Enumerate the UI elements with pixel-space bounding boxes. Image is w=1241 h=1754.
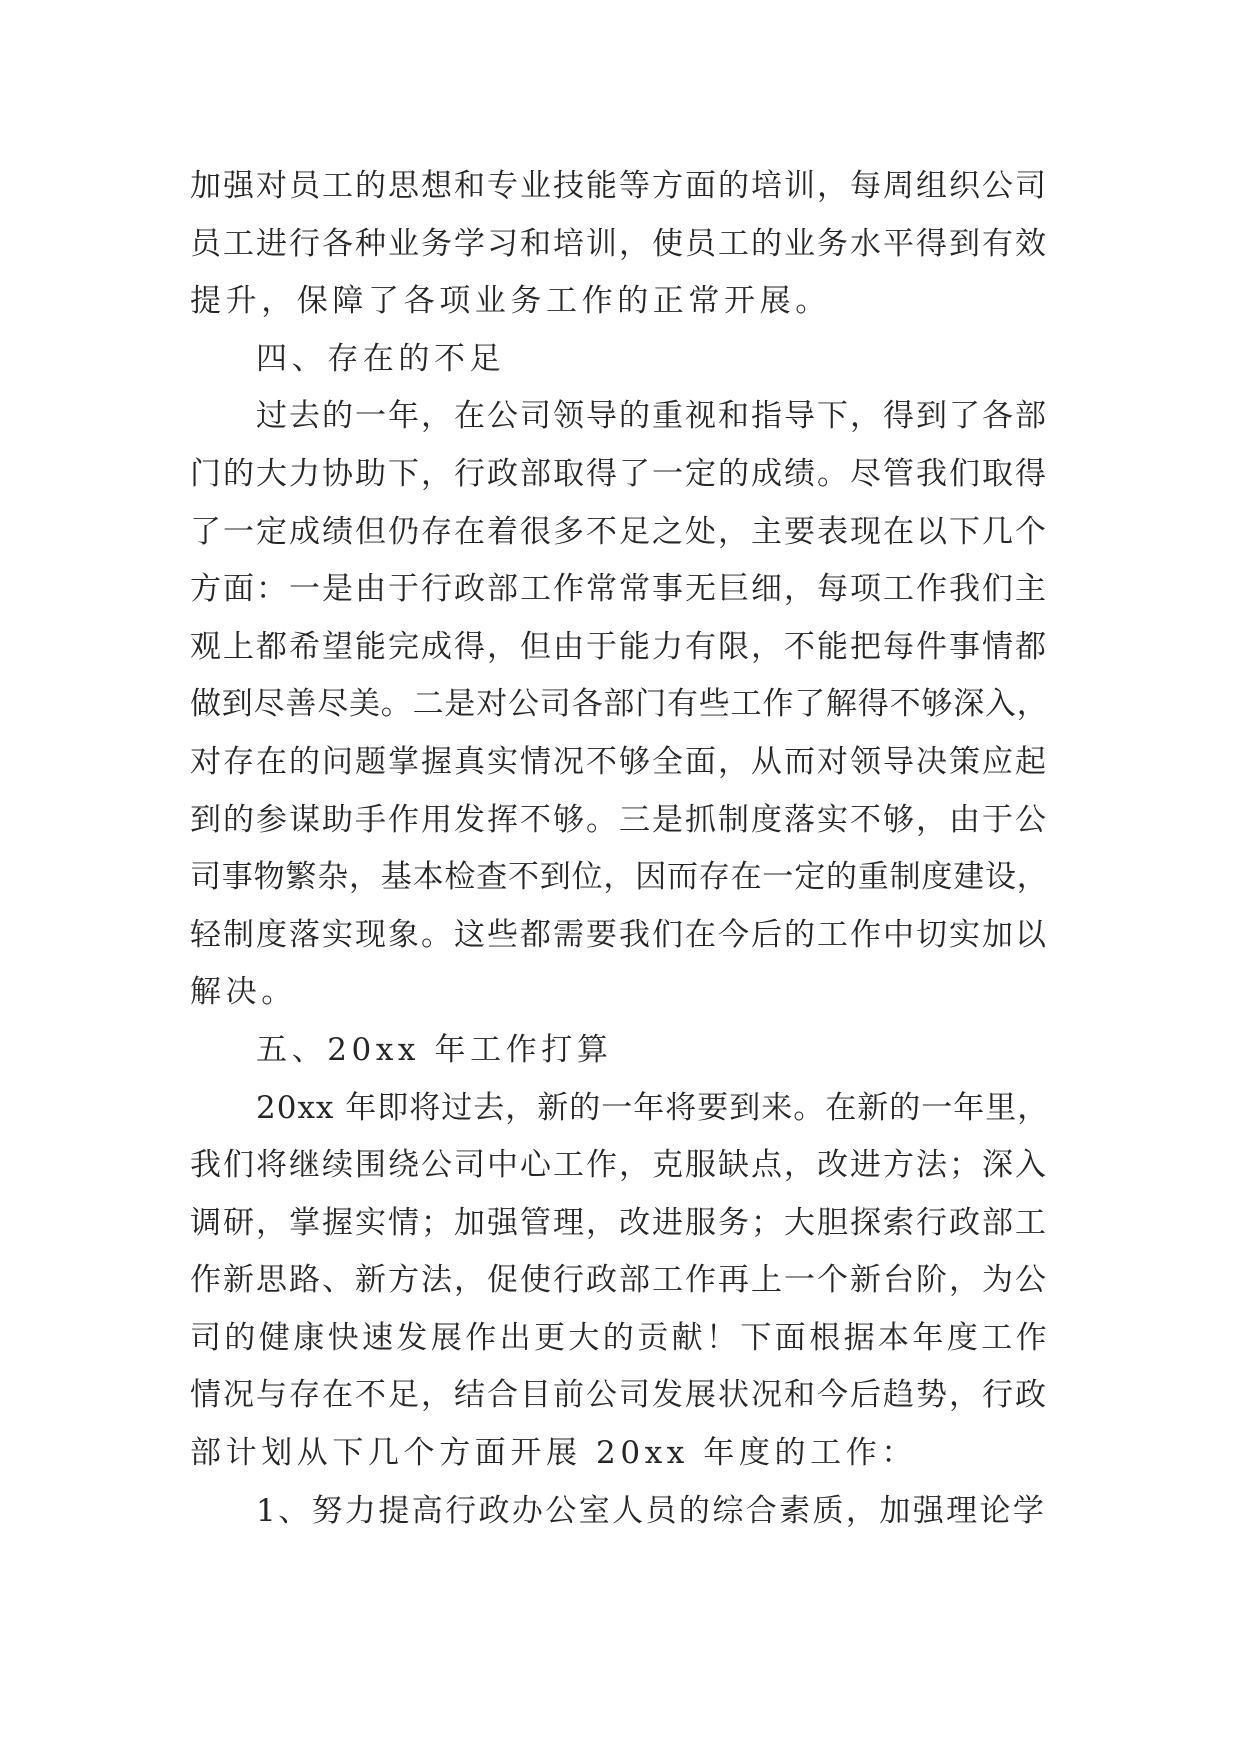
text-line: 调研，掌握实情；加强管理，改进服务；大胆探索行政部工 <box>190 1204 1048 1241</box>
text-line: 作新思路、新方法，促使行政部工作再上一个新台阶，为公 <box>190 1262 1048 1299</box>
text-line: 观上都希望能完成得，但由于能力有限，不能把每件事情都 <box>190 628 1048 665</box>
text-line: 到的参谋助手作用发挥不够。三是抓制度落实不够，由于公 <box>190 801 1048 838</box>
text-line: 部计划从下几个方面开展 20xx 年度的工作： <box>190 1435 917 1472</box>
text-line: 了一定成绩但仍存在着很多不足之处，主要表现在以下几个 <box>190 513 1048 550</box>
text-line: 司的健康快速发展作出更大的贡献！下面根据本年度工作 <box>190 1319 1050 1356</box>
text-line: 员工进行各种业务学习和培训，使员工的业务水平得到有效 <box>190 225 1048 262</box>
text-line: 我们将继续围绕公司中心工作，克服缺点，改进方法；深入 <box>190 1147 1048 1184</box>
text-line: 对存在的问题掌握真实情况不够全面，从而对领导决策应起 <box>190 743 1048 780</box>
document-body <box>190 158 1050 1540</box>
text-line: 加强对员工的思想和专业技能等方面的培训，每周组织公司 <box>190 168 1048 204</box>
section-heading-work-plan: 五、20xx 年工作打算 <box>256 1031 613 1068</box>
text-line: 门的大力协助下，行政部取得了一定的成绩。尽管我们取得 <box>190 455 1048 492</box>
list-item-1: 1、努力提高行政办公室人员的综合素质，加强理论学 <box>256 1492 1047 1529</box>
text-line: 解决。 <box>190 974 297 1011</box>
text-line: 方面：一是由于行政部工作常常事无巨细，每项工作我们主 <box>190 571 1048 608</box>
text-line: 20xx 年即将过去，新的一年将要到来。在新的一年里， <box>256 1089 1050 1126</box>
text-line: 提升，保障了各项业务工作的正常开展。 <box>190 283 831 320</box>
text-line: 轻制度落实现象。这些都需要我们在今后的工作中切实加以 <box>190 916 1048 953</box>
text-line: 过去的一年，在公司领导的重视和指导下，得到了各部 <box>256 398 1048 435</box>
text-line: 情况与存在不足，结合目前公司发展状况和今后趋势，行政 <box>190 1377 1048 1414</box>
text-line: 做到尽善尽美。二是对公司各部门有些工作了解得不够深入， <box>190 686 1049 723</box>
section-heading-deficiencies: 四、存在的不足 <box>256 340 506 377</box>
text-line: 司事物繁杂，基本检查不到位，因而存在一定的重制度建设， <box>190 859 1049 896</box>
